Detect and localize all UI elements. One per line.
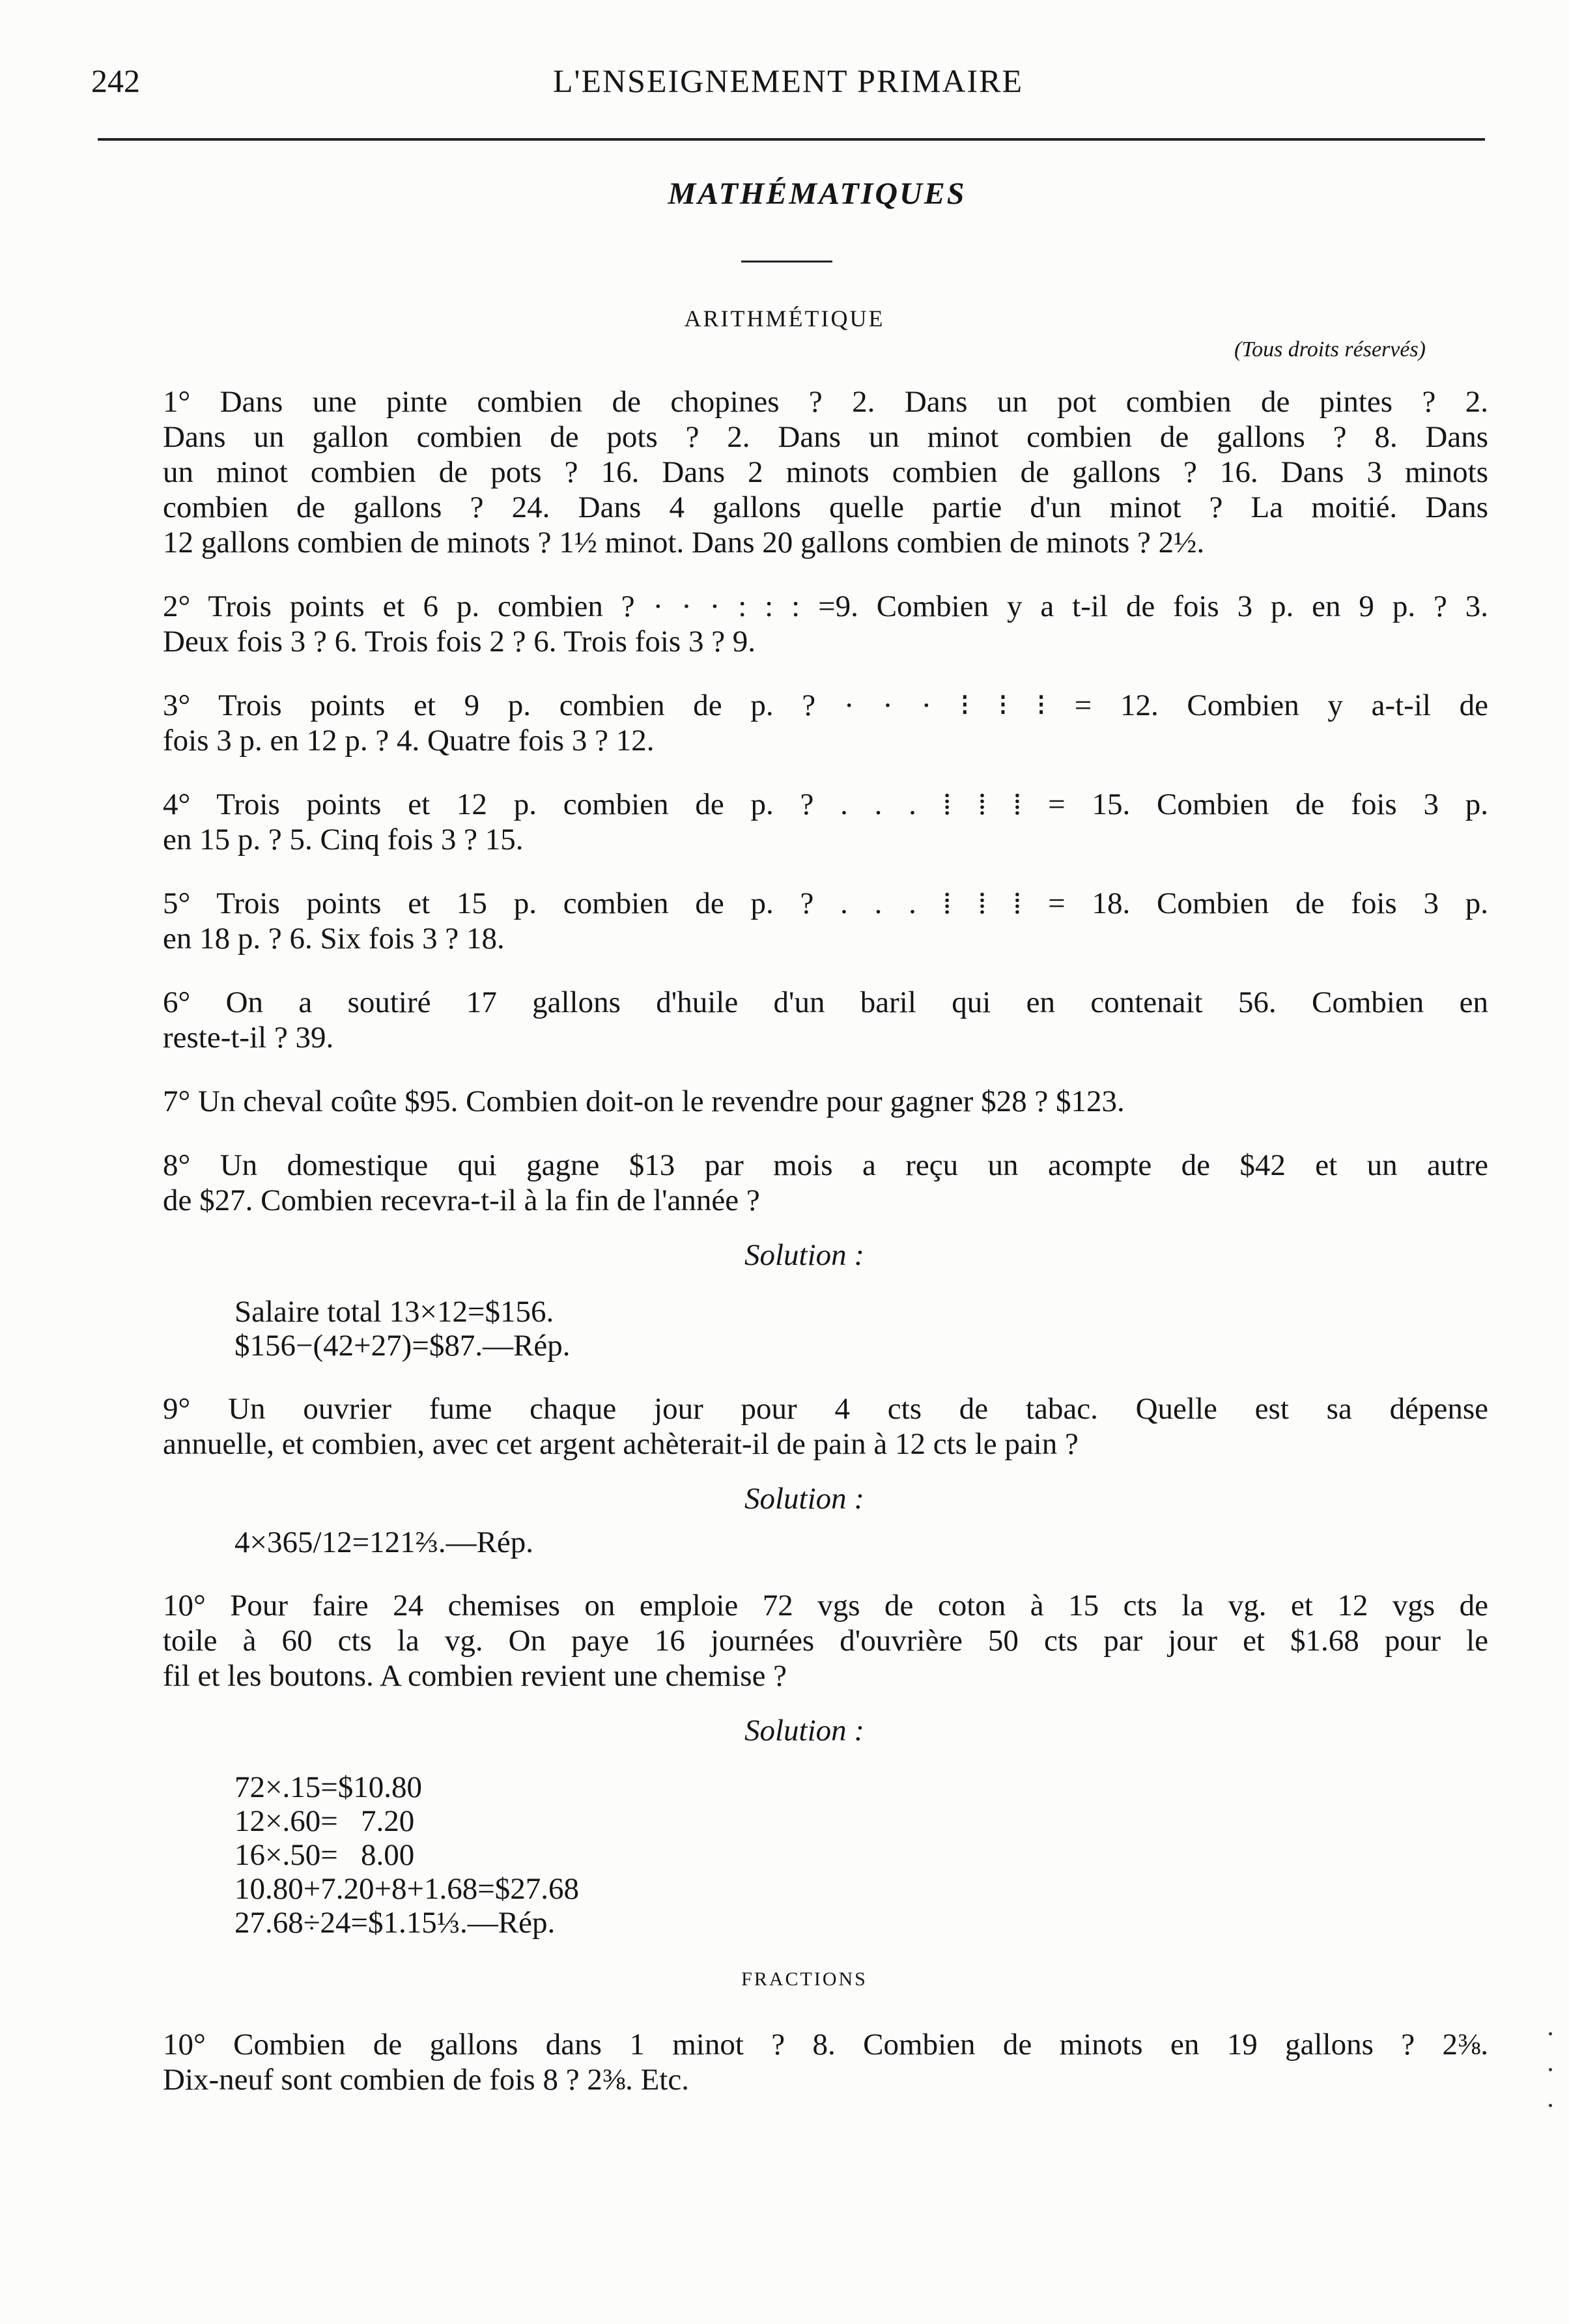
section-title: MATHÉMATIQUES <box>668 177 967 211</box>
calc-line: 16×.50= 8.00 <box>234 1838 415 1872</box>
problem-2 <box>94 589 1488 659</box>
text-line: 6° On a soutiré 17 gallons d'huile d'un baril qui en contenait 56. Combien en <box>163 985 1488 1019</box>
page-number: 242 <box>91 63 140 99</box>
text-line: toile à 60 cts la vg. On paye 16 journées d'ouvrière 50 cts par jour et $1.68 pour le <box>163 1624 1488 1658</box>
solution-label: Solution : <box>744 1482 865 1516</box>
text-line: en 18 p. ? 6. Six fois 3 ? 18. <box>163 922 505 956</box>
solution-label: Solution : <box>744 1238 865 1272</box>
text-line: 10° Pour faire 24 chemises on emploie 72 vgs de coton à 15 cts la vg. et 12 vgs de <box>163 1589 1488 1623</box>
text-line: 4° Trois points et 12 p. combien de p. ? . . . ⁞ ⁞ ⁞ = 15. Combien de fois 3 p. <box>163 787 1488 821</box>
scan-speck <box>1549 2032 1552 2035</box>
text-line: Dix-neuf sont combien de fois 8 ? 2⅜. Etc. <box>163 2063 689 2097</box>
solution-8 <box>94 1295 1488 1363</box>
calc-line: 12×.60= 7.20 <box>234 1804 415 1838</box>
title-rule <box>741 261 832 262</box>
calc-line: 72×.15=$10.80 <box>234 1770 423 1804</box>
problem-6 <box>94 985 1488 1055</box>
problem-3 <box>94 688 1488 758</box>
fractions-heading: FRACTIONS <box>741 1968 868 1990</box>
solution-label: Solution : <box>744 1714 865 1748</box>
text-line: reste-t-il ? 39. <box>163 1021 334 1055</box>
text-line: 8° Un domestique qui gagne $13 par mois a reçu un acompte de $42 et un autre <box>163 1148 1488 1182</box>
text-line: fois 3 p. en 12 p. ? 4. Quatre fois 3 ? 12. <box>163 724 655 758</box>
text-line: 3° Trois points et 9 p. combien de p. ? · · · ⁝ ⁝ ⁝ = 12. Combien y a-t-il de <box>163 688 1488 722</box>
problem-11 <box>94 2027 1488 2097</box>
text-line: 2° Trois points et 6 p. combien ? · · · : : : =9. Combien y a t-il de fois 3 p. en 9 p. ? 3. <box>163 589 1488 623</box>
section-subtitle: ARITHMÉTIQUE <box>684 305 885 332</box>
problem-1 <box>94 384 1488 560</box>
page-header <box>91 62 1485 114</box>
problem-4 <box>94 787 1488 857</box>
text-line: 9° Un ouvrier fume chaque jour pour 4 cts de tabac. Quelle est sa dépense <box>163 1392 1488 1426</box>
page-body <box>94 384 1488 2126</box>
problem-10 <box>94 1588 1488 1693</box>
calc-line: 4×365/12=121⅔.—Rép. <box>234 1525 534 1559</box>
calc-line: 27.68÷24=$1.15⅓.—Rép. <box>234 1906 556 1940</box>
scan-speck <box>1549 2068 1552 2071</box>
text-line: 5° Trois points et 15 p. combien de p. ? . . . ⁞ ⁞ ⁞ = 18. Combien de fois 3 p. <box>163 886 1488 920</box>
text-line: Deux fois 3 ? 6. Trois fois 2 ? 6. Trois fois 3 ? 9. <box>163 625 756 659</box>
text-line: fil et les boutons. A combien revient une chemise ? <box>163 1659 787 1693</box>
text-line: 10° Combien de gallons dans 1 minot ? 8. Combien de minots en 19 gallons ? 2⅜. <box>163 2028 1488 2062</box>
calc-line: Salaire total 13×12=$156. <box>234 1295 554 1329</box>
problem-5 <box>94 886 1488 956</box>
text-line: combien de gallons ? 24. Dans 4 gallons quelle partie d'un minot ? La moitié. Dans <box>163 490 1488 524</box>
text-line: Dans un gallon combien de pots ? 2. Dans un minot combien de gallons ? 8. Dans <box>163 420 1488 454</box>
rights-notice: (Tous droits réservés) <box>1234 337 1426 361</box>
scan-speck <box>1549 2104 1552 2107</box>
problem-8 <box>94 1148 1488 1218</box>
text-line: 12 gallons combien de minots ? 1½ minot. Dans 20 gallons combien de minots ? 2½. <box>163 526 1205 560</box>
text-line: en 15 p. ? 5. Cinq fois 3 ? 15. <box>163 823 524 857</box>
solution-9 <box>94 1525 1488 1559</box>
solution-10 <box>94 1770 1488 1940</box>
text-line: 1° Dans une pinte combien de chopines ? 2. Dans un pot combien de pintes ? 2. <box>163 385 1488 419</box>
text-line: 7° Un cheval coûte $95. Combien doit-on le revendre pour gagner $28 ? $123. <box>163 1084 1125 1118</box>
text-line: annuelle, et combien, avec cet argent achèterait-il de pain à 12 cts le pain ? <box>163 1427 1079 1461</box>
problem-7 <box>94 1084 1488 1119</box>
text-line: un minot combien de pots ? 16. Dans 2 minots combien de gallons ? 16. Dans 3 minots <box>163 455 1488 489</box>
calc-line: 10.80+7.20+8+1.68=$27.68 <box>234 1872 580 1906</box>
text-line: de $27. Combien recevra-t-il à la fin de l'année ? <box>163 1183 760 1217</box>
running-title: L'ENSEIGNEMENT PRIMAIRE <box>552 63 1024 99</box>
problem-9 <box>94 1391 1488 1462</box>
header-rule <box>98 138 1485 141</box>
calc-line: $156−(42+27)=$87.—Rép. <box>234 1329 571 1363</box>
